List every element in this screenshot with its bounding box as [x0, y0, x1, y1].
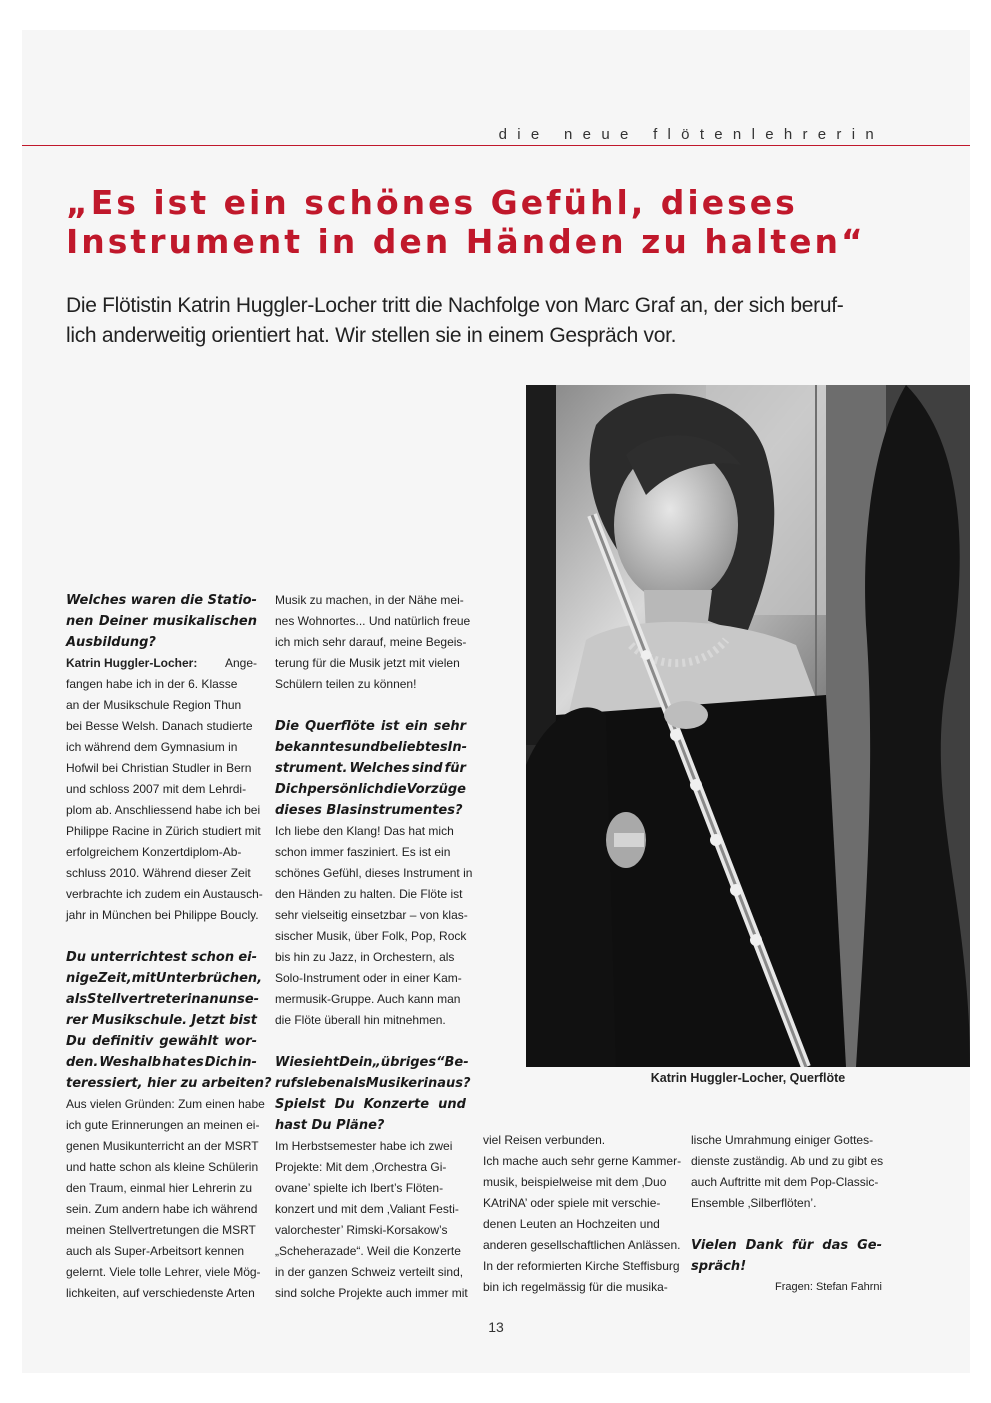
- answer-line: Schülern teilen zu können!: [275, 677, 417, 691]
- word: waren: [130, 593, 177, 608]
- answer-line: sischer Musik, über Folk, Pop, Rock: [275, 929, 467, 943]
- word: Vorzüge: [406, 782, 466, 797]
- answer-line: genen Musikunterricht an der MSRT: [66, 1139, 259, 1153]
- answer-line: ovane’ spielte ich Ibert’s Flöten-: [275, 1181, 444, 1195]
- answer-line: KAtriNA’ oder spiele mit verschie-: [483, 1196, 661, 1210]
- answer-line: sehr vielseitig einsetzbar – von klas-: [275, 908, 468, 922]
- answer-line: denen Leuten an Hochzeiten und: [483, 1217, 660, 1231]
- question-line: [66, 611, 257, 632]
- word: bist: [229, 1013, 257, 1028]
- word: Unterbrüchen,: [155, 971, 263, 986]
- answer-line: in der ganzen Schweiz verteilt sind,: [275, 1265, 464, 1279]
- answer-line: mermusik-Gruppe. Auch kann man: [275, 992, 461, 1006]
- word: unse-: [218, 992, 260, 1007]
- answer-line: und hatte schon als kleine Schülerin: [66, 1160, 259, 1174]
- answer-line: terung für die Musik jetzt mit vielen: [275, 656, 460, 670]
- answer-line: bin ich regelmässig für die musika-: [483, 1280, 668, 1294]
- portrait-photo: [526, 385, 970, 1067]
- question-line: [66, 590, 257, 611]
- answer-line: meinen Stellvertretungen die MSRT: [66, 1223, 256, 1237]
- question-line: [66, 1031, 257, 1052]
- word: und: [351, 740, 380, 755]
- answer-2-continued: [275, 590, 471, 695]
- answer-line: den Händen zu halten. Die Flöte ist: [275, 887, 463, 901]
- headline: [66, 183, 946, 261]
- question-line: teressiert, hier zu arbeiten?: [66, 1076, 272, 1091]
- answer-line: ich während dem Gymnasium in: [66, 740, 238, 754]
- word: Vielen: [691, 1238, 737, 1253]
- word: für: [444, 761, 466, 776]
- question-line: [275, 1052, 469, 1073]
- headline-line-2: Instrument in den Händen zu halten“: [66, 222, 866, 261]
- answer-line: auch als Super-Arbeitsort kennen: [66, 1244, 245, 1258]
- answer-line: valorchester’ Rimski-Korsakow’s: [275, 1223, 448, 1237]
- answer-line: ich gute Erinnerungen an meinen ei-: [66, 1118, 260, 1132]
- question-line: [275, 779, 466, 800]
- answer-line: Musik zu machen, in der Nähe mei-: [275, 593, 464, 607]
- column-3: [483, 1130, 682, 1298]
- answer-line: „Scheherazade“. Weil die Konzerte: [275, 1244, 461, 1258]
- question-line: [66, 989, 260, 1010]
- word: Weshalb: [99, 1055, 162, 1070]
- thanks-line: spräch!: [691, 1259, 747, 1274]
- word: schon: [191, 950, 235, 965]
- answer-line: ich mich sehr darauf, meine Begeis-: [275, 635, 467, 649]
- answer-line: schönes Gefühl, dieses Instrument in: [275, 866, 473, 880]
- word: „übriges“: [372, 1055, 445, 1070]
- closing-thanks: [691, 1235, 882, 1277]
- answer-line: lische Umrahmung einiger Gottes-: [691, 1133, 874, 1147]
- question-line: hast Du Pläne?: [275, 1118, 385, 1133]
- question-line: [66, 968, 263, 989]
- word: die: [180, 593, 204, 608]
- word: Musikschule.: [91, 1013, 188, 1028]
- word: Du: [66, 1034, 87, 1049]
- answer-line: [66, 653, 257, 674]
- word: für: [792, 1238, 814, 1253]
- answer-line: Ich liebe den Klang! Das hat mich: [275, 824, 454, 838]
- answer-line: Im Herbstsemester habe ich zwei: [275, 1139, 453, 1153]
- lead-line-1: Die Flötistin Katrin Huggler-Locher tritt die Nachfolge von Marc Graf an, der sich beruf-: [66, 294, 844, 317]
- word: ein: [405, 719, 428, 734]
- answer-line: schon immer fasziniert. Es ist ein: [275, 845, 451, 859]
- column-2: [275, 590, 473, 1304]
- word: als: [66, 992, 87, 1007]
- word: sieht: [302, 1055, 340, 1070]
- word: ei-: [238, 950, 257, 965]
- answer-line: bis hin zu Jazz, in Orchestern, als: [275, 950, 455, 964]
- word: ist: [380, 719, 400, 734]
- word: in-: [237, 1055, 257, 1070]
- headline-line-1: „Es ist ein schönes Gefühl, dieses: [66, 183, 798, 222]
- word: sind: [411, 761, 443, 776]
- question-line: dieses Blasinstrumentes?: [275, 803, 463, 818]
- page-number: 13: [488, 1319, 504, 1335]
- word: Welches: [66, 593, 127, 608]
- question-2: [66, 947, 272, 1094]
- lead-line-2: lich anderweitig orientiert hat. Wir stellen sie in einem Gespräch vor.: [66, 324, 677, 347]
- word: Ge-: [857, 1238, 882, 1253]
- question-line: [66, 1052, 257, 1073]
- answer-4: [275, 1136, 466, 1304]
- answer-line: fangen habe ich in der 6. Klasse: [66, 677, 238, 691]
- word: hat: [162, 1055, 187, 1070]
- header-rule: [22, 145, 970, 146]
- answer-line: musik, beispielweise mit dem ‚Duo: [483, 1175, 667, 1189]
- word: aus?: [437, 1076, 471, 1091]
- word: In-: [447, 740, 468, 755]
- word: an: [200, 992, 219, 1007]
- answer-line: Hofwil bei Christian Studler in Bern: [66, 761, 252, 775]
- word: beliebtes: [379, 740, 448, 755]
- word: Du: [66, 950, 87, 965]
- question-line: [275, 1073, 471, 1094]
- answer-line: Philippe Racine in Zürich studiert mit: [66, 824, 261, 838]
- question-line: [275, 758, 466, 779]
- word: Dich: [275, 782, 308, 797]
- interviewer-credit: Fragen: Stefan Fahrni: [774, 1281, 882, 1293]
- question-line: Ausbildung?: [66, 635, 156, 650]
- word: Deiner: [98, 614, 148, 629]
- word: die: [383, 782, 407, 797]
- answer-line: konzert und mit dem ‚Valiant Festi-: [275, 1202, 459, 1216]
- answer-line: verbrachte ich zudem ein Austausch-: [66, 887, 263, 901]
- word: Spielst: [275, 1097, 326, 1112]
- answer-line: nes Wohnortes... Und natürlich freue: [275, 614, 471, 628]
- answer-line: gelernt. Viele tolle Lehrer, viele Mög-: [66, 1265, 261, 1279]
- word: Stellvertreterin: [86, 992, 201, 1007]
- answer-line: plom ab. Anschliessend habe ich bei: [66, 803, 261, 817]
- answer-line: schluss 2010. Während dieser Zeit: [66, 866, 251, 880]
- thanks-line: [691, 1235, 882, 1256]
- question-1: [66, 590, 257, 653]
- answer-line: auch Auftritte mit dem Pop-Classic-: [691, 1175, 879, 1189]
- answer-line: erfolgreichem Konzertdiplom-Ab-: [66, 845, 242, 859]
- answer-line: In der reformierten Kirche Steffisburg: [483, 1259, 680, 1273]
- word: wor-: [224, 1034, 257, 1049]
- word: Welches: [349, 761, 410, 776]
- answer-line: sind solche Projekte auch immer mit: [275, 1286, 468, 1300]
- question-line: [275, 716, 466, 737]
- word: sehr: [433, 719, 466, 734]
- word: rer: [66, 1013, 88, 1028]
- word: Dank: [745, 1238, 784, 1253]
- word: gewählt: [159, 1034, 219, 1049]
- word: und: [438, 1097, 466, 1112]
- answer-word: Ange-: [224, 656, 257, 670]
- question-3: [275, 716, 466, 821]
- word: nen: [66, 614, 94, 629]
- question-4: [275, 1052, 471, 1136]
- word: musikalischen: [152, 614, 257, 629]
- question-line: [66, 1010, 257, 1031]
- column-4: [691, 1130, 882, 1298]
- word: Dein: [339, 1055, 373, 1070]
- answer-1: [66, 653, 263, 926]
- answer-3: [275, 821, 473, 1031]
- word: Du: [334, 1097, 355, 1112]
- answer-line: Solo-Instrument oder in einer Kam-: [275, 971, 462, 985]
- answer-line: an der Musikschule Region Thun: [66, 698, 242, 712]
- question-line: [275, 737, 466, 758]
- speaker-name: Katrin Huggler-Locher:: [66, 656, 198, 670]
- word: Statio-: [207, 593, 257, 608]
- answer-line: jahr in München bei Philippe Boucly.: [66, 908, 259, 922]
- answer-line: Ensemble ‚Silberflöten’.: [691, 1196, 817, 1210]
- question-line: [275, 1094, 466, 1115]
- question-line: [66, 947, 257, 968]
- section-label: die neue flötenlehrerin: [498, 126, 884, 143]
- word: mit: [131, 971, 156, 986]
- word: es: [187, 1055, 204, 1070]
- word: Die: [275, 719, 300, 734]
- lead-paragraph: [66, 291, 886, 351]
- answer-line: anderen gesellschaftlichen Anlässen.: [483, 1238, 681, 1252]
- answer-line: viel Reisen verbunden.: [483, 1133, 606, 1147]
- word: Musikerin: [365, 1076, 438, 1091]
- word: das: [822, 1238, 849, 1253]
- answer-line: die Flöte überall hin mitnehmen.: [275, 1013, 446, 1027]
- answer-line: den Traum, einmal hier Lehrerin zu: [66, 1181, 253, 1195]
- answer-line: bei Besse Welsh. Danach studierte: [66, 719, 253, 733]
- word: persönlich: [307, 782, 384, 797]
- word: Jetzt: [191, 1013, 225, 1028]
- word: als: [344, 1076, 366, 1091]
- word: nige: [66, 971, 98, 986]
- column-1: [66, 590, 272, 1304]
- answer-line: lichkeiten, auf verschiedenste Arten: [66, 1286, 255, 1300]
- word: strument.: [275, 761, 348, 776]
- word: Querflöte: [305, 719, 375, 734]
- photo-caption: Katrin Huggler-Locher, Querflöte: [650, 1071, 846, 1085]
- portrait-illustration: [526, 385, 970, 1067]
- word: Wie: [275, 1055, 303, 1070]
- answer-line: Aus vielen Gründen: Zum einen habe: [66, 1097, 265, 1111]
- word: Konzerte: [363, 1097, 430, 1112]
- answer-line: und schloss 2007 mit dem Lehrdi-: [66, 782, 247, 796]
- answer-line: Ich mache auch sehr gerne Kammer-: [483, 1154, 682, 1168]
- word: Zeit,: [97, 971, 132, 986]
- answer-line: Projekte: Mit dem ‚Orchestra Gi-: [275, 1160, 447, 1174]
- word: Dich: [204, 1055, 237, 1070]
- word: rufsleben: [275, 1076, 345, 1091]
- word: definitiv: [92, 1034, 154, 1049]
- answer-line: dienste zuständig. Ab und zu gibt es: [691, 1154, 884, 1168]
- word: bekanntes: [275, 740, 352, 755]
- word: den.: [66, 1055, 99, 1070]
- answer-line: sein. Zum andern habe ich während: [66, 1202, 258, 1216]
- word: Be-: [444, 1055, 469, 1070]
- word: unterrichtest: [90, 950, 188, 965]
- answer-2: [66, 1094, 265, 1304]
